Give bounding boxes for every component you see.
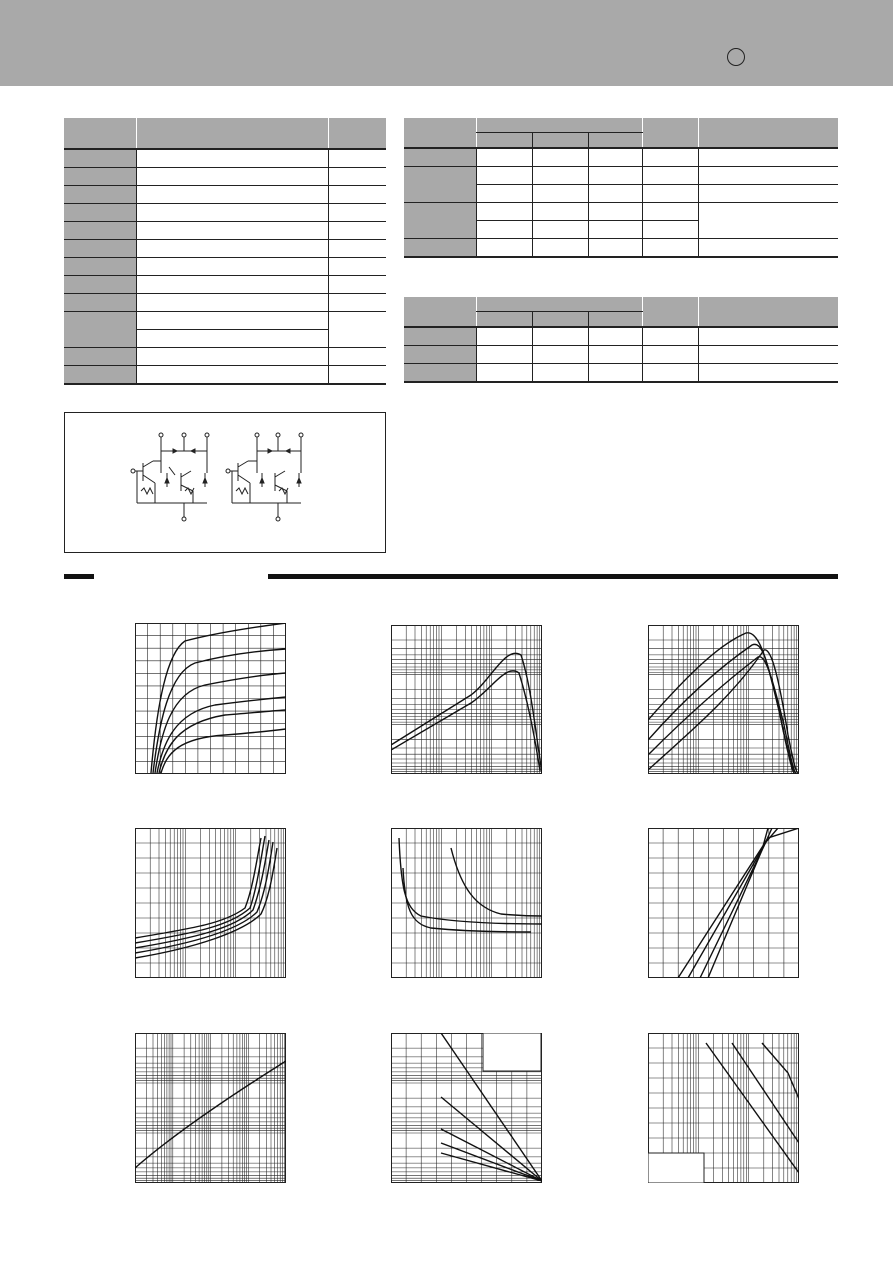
plot-dc-current-gain bbox=[391, 625, 542, 774]
table-row bbox=[404, 364, 838, 383]
data-curve bbox=[135, 836, 265, 943]
switching-table bbox=[404, 297, 838, 383]
table-row bbox=[64, 168, 386, 186]
plot-reverse-bias-soa bbox=[648, 1033, 799, 1183]
table-row bbox=[64, 294, 386, 312]
legend-box bbox=[483, 1033, 541, 1071]
table-row bbox=[64, 348, 386, 366]
plot-output-characteristics bbox=[135, 623, 286, 774]
section-divider-right bbox=[268, 574, 838, 579]
plot-safe-operating-area bbox=[391, 1033, 542, 1183]
ratings-table bbox=[64, 118, 386, 385]
data-curve bbox=[762, 1043, 799, 1099]
data-curve bbox=[648, 650, 798, 773]
data-curve bbox=[159, 710, 286, 773]
legend-box bbox=[648, 1153, 704, 1183]
plot-current-gain-temperature bbox=[648, 625, 799, 774]
table-row bbox=[64, 240, 386, 258]
table-header-row bbox=[404, 118, 838, 133]
table-row bbox=[404, 203, 838, 221]
data-curve bbox=[648, 633, 796, 773]
registered-mark-icon bbox=[727, 48, 745, 66]
plot-frame bbox=[392, 626, 542, 774]
table-row bbox=[64, 186, 386, 204]
table-row bbox=[404, 346, 838, 364]
table-row bbox=[404, 148, 838, 167]
equivalent-circuit-diagram bbox=[65, 413, 387, 554]
table-row bbox=[64, 312, 386, 330]
table-row bbox=[64, 149, 386, 168]
table-row bbox=[64, 366, 386, 385]
table-row bbox=[404, 167, 838, 185]
data-curve bbox=[648, 657, 796, 773]
equivalent-circuit-box bbox=[64, 412, 386, 553]
table-header-row bbox=[404, 297, 838, 312]
plot-transient-thermal-impedance bbox=[135, 1033, 286, 1183]
table-row bbox=[64, 204, 386, 222]
data-curve bbox=[155, 673, 286, 773]
plot-input-characteristics bbox=[648, 828, 799, 978]
header-bar bbox=[0, 0, 893, 86]
plot-saturation-vs-base-current bbox=[391, 828, 542, 978]
table-row bbox=[64, 222, 386, 240]
data-curve bbox=[399, 838, 542, 924]
plot-saturation-voltage bbox=[135, 828, 286, 978]
section-divider-left bbox=[64, 574, 94, 579]
data-curve bbox=[161, 729, 286, 773]
table-header-row bbox=[64, 118, 386, 149]
table-row bbox=[64, 258, 386, 276]
table-row bbox=[64, 276, 386, 294]
table-row bbox=[404, 239, 838, 258]
table-row bbox=[404, 327, 838, 346]
characteristics-table bbox=[404, 118, 838, 258]
data-curve bbox=[151, 623, 286, 773]
data-curve bbox=[135, 842, 273, 953]
